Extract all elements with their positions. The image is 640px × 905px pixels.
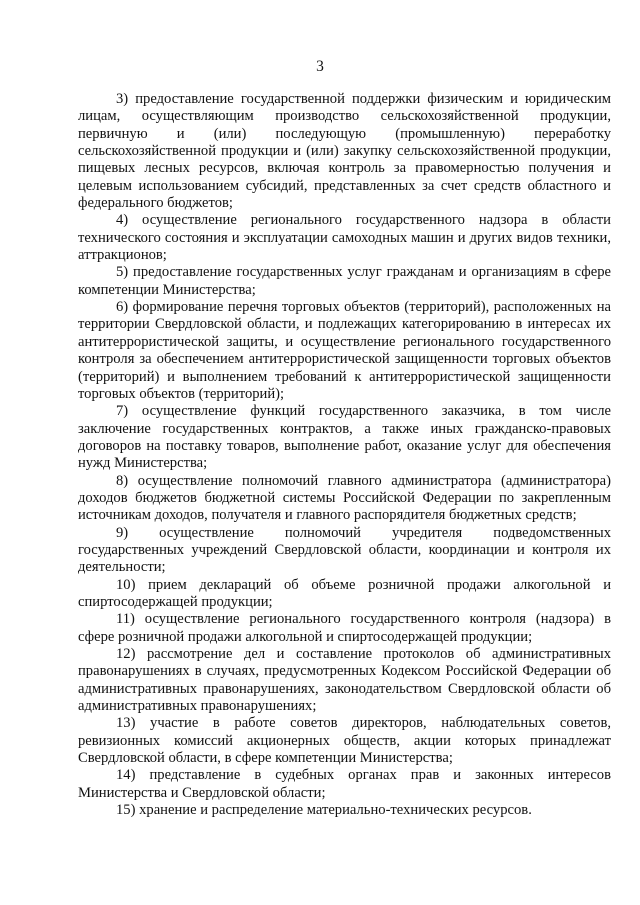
list-item-9: 9) осуществление полномочий учредителя подведомственных государственных учреждений Свердловской области, координации и контроля их деятельности;: [78, 524, 611, 576]
list-item-7: 7) осуществление функций государственного заказчика, в том числе заключение государственных контрактов, а также иных гражданско-правовых договоров на поставку товаров, выполнение работ, оказание услуг для обеспечения нужд Министерства;: [78, 403, 611, 472]
list-item-11: 11) осуществление регионального государственного контроля (надзора) в сфере розничной продажи алкогольной и спиртосодержащей продукции;: [78, 611, 611, 645]
list-item-8: 8) осуществление полномочий главного администратора (администратора) доходов бюджетов бюджетной системы Российской Федерации по закрепленным источникам доходов, получателя и главного распорядителя бюджетных средств;: [78, 472, 611, 524]
list-item-4: 4) осуществление регионального государственного надзора в области технического состояния и эксплуатации самоходных машин и других видов техники, аттракционов;: [78, 212, 611, 264]
list-item-12: 12) рассмотрение дел и составление протоколов об административных правонарушениях в случаях, предусмотренных Кодексом Российской Федерации об административных правонарушениях, законодательством Свердловской области об административных правонарушениях;: [78, 646, 611, 715]
list-item-10: 10) прием деклараций об объеме розничной продажи алкогольной и спиртосодержащей продукции;: [78, 576, 611, 610]
list-item-6: 6) формирование перечня торговых объектов (территорий), расположенных на территории Свердловской области, и подлежащих категорированию в интересах их антитеррористической защиты, и осуществление регионального государственного контроля за обеспечением антитеррористической защищенности торговых объектов (территорий) и выполнением требований к антитеррористической защищенности торговых объектов (территорий);: [78, 299, 611, 402]
list-item-13: 13) участие в работе советов директоров, наблюдательных советов, ревизионных комиссий акционерных обществ, акции которых принадлежат Свердловской области, в сфере компетенции Министерства;: [78, 715, 611, 767]
list-item-14: 14) представление в судебных органах прав и законных интересов Министерства и Свердловской области;: [78, 767, 611, 801]
page-number: 3: [316, 58, 324, 75]
list-item-3: 3) предоставление государственной поддержки физическим и юридическим лицам, осуществляющим производство сельскохозяйственной продукции, первичную и (или) последующую (промышленную) переработку сельскохозяйственной продукции и (или) закупку сельскохозяйственной продукции, пищевых лесных ресурсов, включая контроль за правомерностью получения и целевым использованием субсидий, представленных за счет средств областного и федерального бюджетов;: [78, 91, 611, 212]
list-item-15: 15) хранение и распределение материально-технических ресурсов.: [116, 802, 532, 819]
document-body: [78, 91, 611, 819]
list-item-5: 5) предоставление государственных услуг гражданам и организациям в сфере компетенции Министерства;: [78, 264, 611, 298]
